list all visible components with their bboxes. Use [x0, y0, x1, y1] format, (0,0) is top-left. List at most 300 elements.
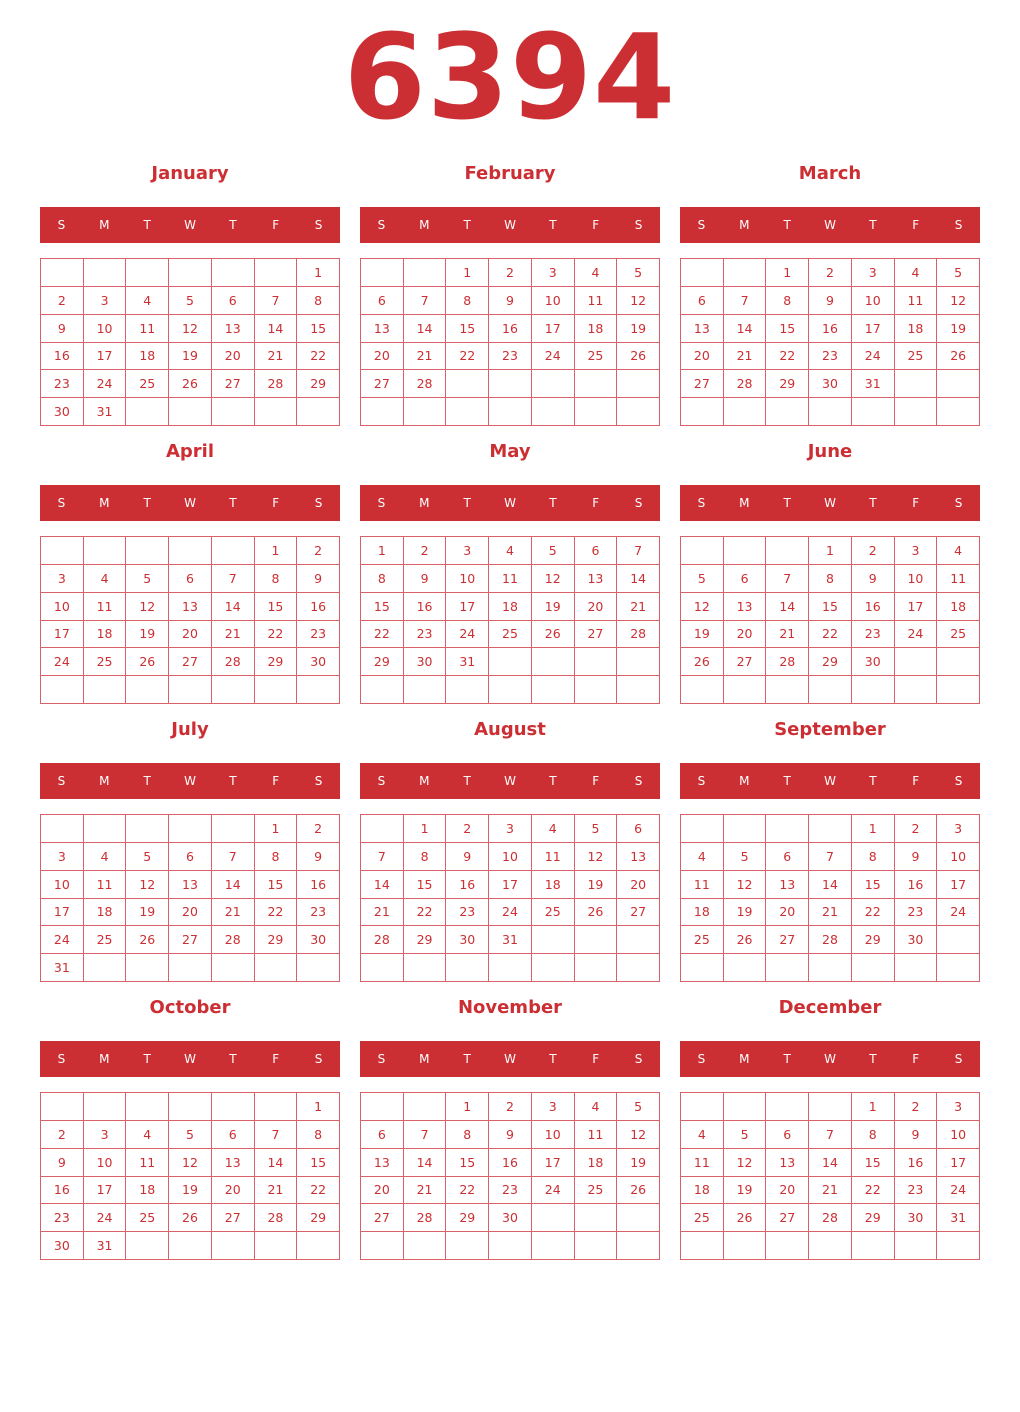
day-cell: 5 — [575, 815, 618, 843]
day-cell: 17 — [84, 343, 127, 371]
day-cell — [575, 648, 618, 676]
day-cell: 20 — [766, 899, 809, 927]
month-july — [40, 716, 340, 988]
day-cell: 22 — [852, 1177, 895, 1205]
day-cell — [724, 954, 767, 982]
weekday-label: F — [912, 774, 920, 788]
day-cell: 14 — [404, 315, 447, 343]
day-cell: 28 — [404, 370, 447, 398]
day-cell — [852, 954, 895, 982]
day-cell: 2 — [41, 1121, 84, 1149]
day-cell — [84, 537, 127, 565]
day-cell: 21 — [404, 1177, 447, 1205]
day-cell — [212, 954, 255, 982]
day-cell — [681, 1093, 724, 1121]
day-cell: 8 — [297, 287, 340, 315]
day-cell: 10 — [937, 843, 980, 871]
weekday-label: S — [634, 774, 643, 788]
day-cell: 29 — [255, 926, 298, 954]
day-cell: 13 — [766, 871, 809, 899]
weekday-label: T — [869, 774, 877, 788]
day-cell — [126, 1232, 169, 1260]
weekday-label: F — [912, 1052, 920, 1066]
day-cell: 20 — [724, 621, 767, 649]
day-cell: 9 — [41, 315, 84, 343]
day-cell: 8 — [255, 565, 298, 593]
day-cell: 20 — [169, 621, 212, 649]
day-cell: 19 — [169, 343, 212, 371]
day-cell: 22 — [255, 621, 298, 649]
day-cell: 2 — [852, 537, 895, 565]
weekday-label: F — [272, 774, 280, 788]
day-cell: 19 — [169, 1177, 212, 1205]
day-cell: 22 — [766, 343, 809, 371]
day-cell: 3 — [84, 1121, 127, 1149]
day-cell: 28 — [404, 1204, 447, 1232]
day-cell: 7 — [361, 843, 404, 871]
weekday-label: S — [634, 218, 643, 232]
day-cell: 10 — [852, 287, 895, 315]
weekday-label: S — [314, 1052, 323, 1066]
day-cell: 1 — [361, 537, 404, 565]
day-cell: 23 — [41, 1204, 84, 1232]
day-cell: 1 — [852, 1093, 895, 1121]
day-cell — [766, 815, 809, 843]
day-cell — [681, 954, 724, 982]
day-cell: 18 — [575, 1149, 618, 1177]
day-cell: 4 — [532, 815, 575, 843]
month-june — [680, 438, 980, 710]
day-cell: 21 — [212, 899, 255, 927]
day-cell — [617, 1204, 660, 1232]
day-cell: 10 — [532, 1121, 575, 1149]
day-cell — [489, 1232, 532, 1260]
day-cell — [489, 398, 532, 426]
day-cell — [617, 676, 660, 704]
day-cell: 18 — [532, 871, 575, 899]
day-cell: 24 — [937, 899, 980, 927]
day-cell: 12 — [169, 1149, 212, 1177]
day-cell — [809, 954, 852, 982]
day-cell: 29 — [404, 926, 447, 954]
day-cell: 28 — [724, 370, 767, 398]
day-cell: 2 — [809, 259, 852, 287]
day-cell: 13 — [212, 315, 255, 343]
day-cell — [255, 954, 298, 982]
day-cell — [895, 370, 938, 398]
day-grid — [40, 1092, 340, 1260]
day-cell: 23 — [489, 1177, 532, 1205]
day-cell: 27 — [766, 926, 809, 954]
day-cell: 5 — [681, 565, 724, 593]
day-cell: 11 — [681, 871, 724, 899]
day-cell: 26 — [575, 899, 618, 927]
day-cell — [937, 648, 980, 676]
day-cell: 8 — [255, 843, 298, 871]
weekday-header — [40, 763, 340, 799]
day-cell: 15 — [809, 593, 852, 621]
day-cell — [41, 537, 84, 565]
day-cell: 22 — [297, 1177, 340, 1205]
day-cell: 29 — [361, 648, 404, 676]
day-cell — [169, 1093, 212, 1121]
day-cell: 2 — [895, 815, 938, 843]
day-cell: 7 — [809, 843, 852, 871]
day-cell: 19 — [617, 1149, 660, 1177]
day-cell: 14 — [212, 871, 255, 899]
day-cell — [255, 676, 298, 704]
day-cell: 26 — [937, 343, 980, 371]
day-cell — [126, 954, 169, 982]
day-cell: 31 — [84, 1232, 127, 1260]
weekday-label: T — [869, 496, 877, 510]
day-cell: 6 — [361, 287, 404, 315]
weekday-label: F — [912, 496, 920, 510]
day-cell — [617, 954, 660, 982]
weekday-label: T — [229, 218, 237, 232]
day-cell — [681, 815, 724, 843]
day-cell: 22 — [361, 621, 404, 649]
day-cell: 19 — [681, 621, 724, 649]
day-cell: 23 — [895, 1177, 938, 1205]
day-cell: 9 — [895, 1121, 938, 1149]
day-cell: 12 — [169, 315, 212, 343]
weekday-label: W — [184, 1052, 196, 1066]
day-cell: 18 — [84, 899, 127, 927]
day-cell — [84, 1093, 127, 1121]
weekday-label: F — [592, 774, 600, 788]
day-cell — [937, 926, 980, 954]
day-cell: 5 — [126, 843, 169, 871]
day-cell — [489, 676, 532, 704]
day-cell: 10 — [532, 287, 575, 315]
day-cell: 28 — [255, 1204, 298, 1232]
day-cell: 30 — [895, 1204, 938, 1232]
day-cell: 3 — [937, 815, 980, 843]
day-cell: 25 — [575, 343, 618, 371]
day-cell — [766, 398, 809, 426]
day-cell: 13 — [212, 1149, 255, 1177]
day-cell: 29 — [297, 370, 340, 398]
day-cell: 14 — [361, 871, 404, 899]
day-cell: 19 — [724, 1177, 767, 1205]
day-cell: 17 — [84, 1177, 127, 1205]
day-cell: 18 — [126, 343, 169, 371]
day-cell: 7 — [617, 537, 660, 565]
day-cell: 7 — [255, 287, 298, 315]
day-cell — [446, 1232, 489, 1260]
day-cell: 1 — [446, 259, 489, 287]
day-cell — [809, 1232, 852, 1260]
month-name: December — [778, 997, 882, 1018]
day-cell: 25 — [489, 621, 532, 649]
day-cell: 3 — [937, 1093, 980, 1121]
day-cell: 21 — [766, 621, 809, 649]
day-cell: 29 — [852, 1204, 895, 1232]
day-cell: 15 — [361, 593, 404, 621]
weekday-label: F — [592, 218, 600, 232]
day-cell: 24 — [84, 370, 127, 398]
day-cell — [852, 1232, 895, 1260]
weekday-label: T — [463, 496, 471, 510]
day-cell — [575, 926, 618, 954]
weekday-header — [40, 1041, 340, 1077]
day-cell: 25 — [937, 621, 980, 649]
day-cell — [532, 926, 575, 954]
day-cell: 27 — [766, 1204, 809, 1232]
day-cell: 15 — [852, 1149, 895, 1177]
day-cell: 30 — [809, 370, 852, 398]
day-cell — [126, 537, 169, 565]
day-cell — [212, 398, 255, 426]
weekday-label: T — [869, 218, 877, 232]
day-cell — [126, 815, 169, 843]
day-cell: 15 — [404, 871, 447, 899]
day-cell: 15 — [297, 1149, 340, 1177]
day-cell: 27 — [361, 1204, 404, 1232]
day-cell: 17 — [895, 593, 938, 621]
day-cell: 6 — [212, 287, 255, 315]
day-cell — [617, 398, 660, 426]
month-name: June — [807, 441, 853, 462]
day-cell — [532, 676, 575, 704]
weekday-label: S — [57, 496, 66, 510]
day-cell: 14 — [724, 315, 767, 343]
day-cell: 4 — [84, 843, 127, 871]
day-cell: 29 — [809, 648, 852, 676]
day-cell — [809, 676, 852, 704]
day-cell: 22 — [446, 1177, 489, 1205]
day-cell: 29 — [255, 648, 298, 676]
day-cell: 11 — [126, 315, 169, 343]
day-cell: 11 — [937, 565, 980, 593]
day-cell: 15 — [852, 871, 895, 899]
day-cell: 24 — [532, 343, 575, 371]
day-cell: 23 — [446, 899, 489, 927]
day-cell: 10 — [895, 565, 938, 593]
day-cell: 11 — [84, 593, 127, 621]
day-cell: 31 — [852, 370, 895, 398]
day-cell: 4 — [126, 1121, 169, 1149]
day-cell: 19 — [617, 315, 660, 343]
day-cell — [169, 954, 212, 982]
weekday-header — [680, 1041, 980, 1077]
day-cell — [617, 370, 660, 398]
day-cell — [937, 676, 980, 704]
day-cell — [212, 259, 255, 287]
day-cell — [532, 648, 575, 676]
day-cell — [766, 954, 809, 982]
day-cell: 16 — [895, 1149, 938, 1177]
day-cell: 28 — [617, 621, 660, 649]
day-cell: 6 — [724, 565, 767, 593]
day-grid — [360, 258, 660, 426]
day-cell: 20 — [361, 343, 404, 371]
day-cell: 27 — [169, 648, 212, 676]
day-cell: 24 — [895, 621, 938, 649]
day-cell: 2 — [404, 537, 447, 565]
day-cell — [766, 1093, 809, 1121]
day-cell: 11 — [575, 1121, 618, 1149]
day-cell: 12 — [724, 871, 767, 899]
weekday-label: S — [697, 218, 706, 232]
weekday-label: F — [592, 1052, 600, 1066]
day-cell: 1 — [809, 537, 852, 565]
weekday-label: T — [549, 496, 557, 510]
day-cell: 11 — [532, 843, 575, 871]
day-cell — [575, 954, 618, 982]
weekday-label: S — [314, 496, 323, 510]
day-cell: 15 — [255, 871, 298, 899]
day-cell: 20 — [575, 593, 618, 621]
day-cell — [84, 259, 127, 287]
weekday-label: M — [99, 1052, 110, 1066]
day-cell — [446, 370, 489, 398]
day-cell: 19 — [937, 315, 980, 343]
day-cell: 5 — [169, 1121, 212, 1149]
weekday-label: W — [504, 496, 516, 510]
day-cell — [41, 259, 84, 287]
weekday-header — [680, 485, 980, 521]
day-cell: 27 — [575, 621, 618, 649]
day-cell — [852, 398, 895, 426]
day-cell: 14 — [809, 871, 852, 899]
day-cell: 15 — [766, 315, 809, 343]
weekday-header — [680, 207, 980, 243]
day-cell — [126, 676, 169, 704]
day-cell: 5 — [724, 1121, 767, 1149]
day-cell: 31 — [446, 648, 489, 676]
day-cell: 31 — [84, 398, 127, 426]
day-cell: 18 — [84, 621, 127, 649]
day-cell — [766, 676, 809, 704]
day-cell: 6 — [169, 565, 212, 593]
day-cell — [212, 1232, 255, 1260]
day-cell: 4 — [681, 1121, 724, 1149]
day-cell: 4 — [126, 287, 169, 315]
day-cell: 7 — [766, 565, 809, 593]
day-grid — [680, 536, 980, 704]
day-cell: 10 — [937, 1121, 980, 1149]
day-cell: 16 — [41, 1177, 84, 1205]
day-cell: 1 — [404, 815, 447, 843]
month-february — [360, 160, 660, 432]
day-cell: 5 — [169, 287, 212, 315]
weekday-label: M — [99, 496, 110, 510]
month-may — [360, 438, 660, 710]
day-cell: 23 — [852, 621, 895, 649]
day-cell: 1 — [255, 815, 298, 843]
day-cell — [937, 954, 980, 982]
weekday-label: T — [143, 496, 151, 510]
day-cell: 15 — [446, 315, 489, 343]
day-cell: 14 — [255, 1149, 298, 1177]
day-cell: 11 — [489, 565, 532, 593]
day-cell — [937, 398, 980, 426]
day-cell: 2 — [895, 1093, 938, 1121]
weekday-header — [40, 207, 340, 243]
day-cell — [489, 370, 532, 398]
day-cell — [575, 1232, 618, 1260]
weekday-label: T — [549, 218, 557, 232]
day-cell: 9 — [404, 565, 447, 593]
day-grid — [680, 1092, 980, 1260]
day-cell: 30 — [41, 1232, 84, 1260]
day-cell — [937, 370, 980, 398]
day-cell — [41, 1093, 84, 1121]
day-cell: 19 — [126, 621, 169, 649]
day-cell: 30 — [297, 648, 340, 676]
day-cell: 21 — [724, 343, 767, 371]
month-december — [680, 994, 980, 1266]
day-cell: 30 — [895, 926, 938, 954]
day-grid — [360, 536, 660, 704]
day-cell: 16 — [41, 343, 84, 371]
day-cell: 1 — [297, 1093, 340, 1121]
day-cell: 19 — [532, 593, 575, 621]
day-cell: 16 — [489, 1149, 532, 1177]
day-cell: 12 — [126, 871, 169, 899]
weekday-label: M — [739, 496, 750, 510]
month-january — [40, 160, 340, 432]
day-cell: 8 — [361, 565, 404, 593]
day-cell: 27 — [169, 926, 212, 954]
day-cell: 2 — [41, 287, 84, 315]
day-cell — [361, 1093, 404, 1121]
day-cell: 26 — [169, 370, 212, 398]
day-cell — [681, 537, 724, 565]
weekday-header — [360, 763, 660, 799]
day-cell: 23 — [404, 621, 447, 649]
day-cell: 24 — [489, 899, 532, 927]
weekday-label: S — [57, 774, 66, 788]
day-grid — [40, 258, 340, 426]
weekday-label: F — [272, 1052, 280, 1066]
day-cell: 9 — [809, 287, 852, 315]
day-cell: 4 — [575, 259, 618, 287]
day-cell — [575, 370, 618, 398]
month-name: March — [798, 163, 862, 184]
day-cell: 17 — [852, 315, 895, 343]
weekday-label: T — [229, 774, 237, 788]
day-cell: 19 — [724, 899, 767, 927]
day-cell: 16 — [895, 871, 938, 899]
day-cell: 28 — [361, 926, 404, 954]
day-cell: 6 — [575, 537, 618, 565]
day-cell — [169, 537, 212, 565]
weekday-label: T — [783, 1052, 791, 1066]
day-cell: 29 — [297, 1204, 340, 1232]
day-cell: 3 — [41, 565, 84, 593]
day-cell — [809, 1093, 852, 1121]
day-cell — [169, 1232, 212, 1260]
weekday-label: S — [634, 1052, 643, 1066]
year-title: 6394 — [343, 8, 677, 146]
day-cell: 11 — [895, 287, 938, 315]
day-cell: 6 — [617, 815, 660, 843]
day-cell: 21 — [255, 1177, 298, 1205]
day-cell: 12 — [617, 1121, 660, 1149]
day-cell — [297, 398, 340, 426]
month-name: April — [165, 441, 215, 462]
weekday-label: S — [57, 1052, 66, 1066]
weekday-header — [360, 485, 660, 521]
weekday-label: W — [824, 218, 836, 232]
day-cell: 24 — [852, 343, 895, 371]
day-cell: 3 — [532, 259, 575, 287]
day-cell: 20 — [361, 1177, 404, 1205]
weekday-label: S — [314, 218, 323, 232]
